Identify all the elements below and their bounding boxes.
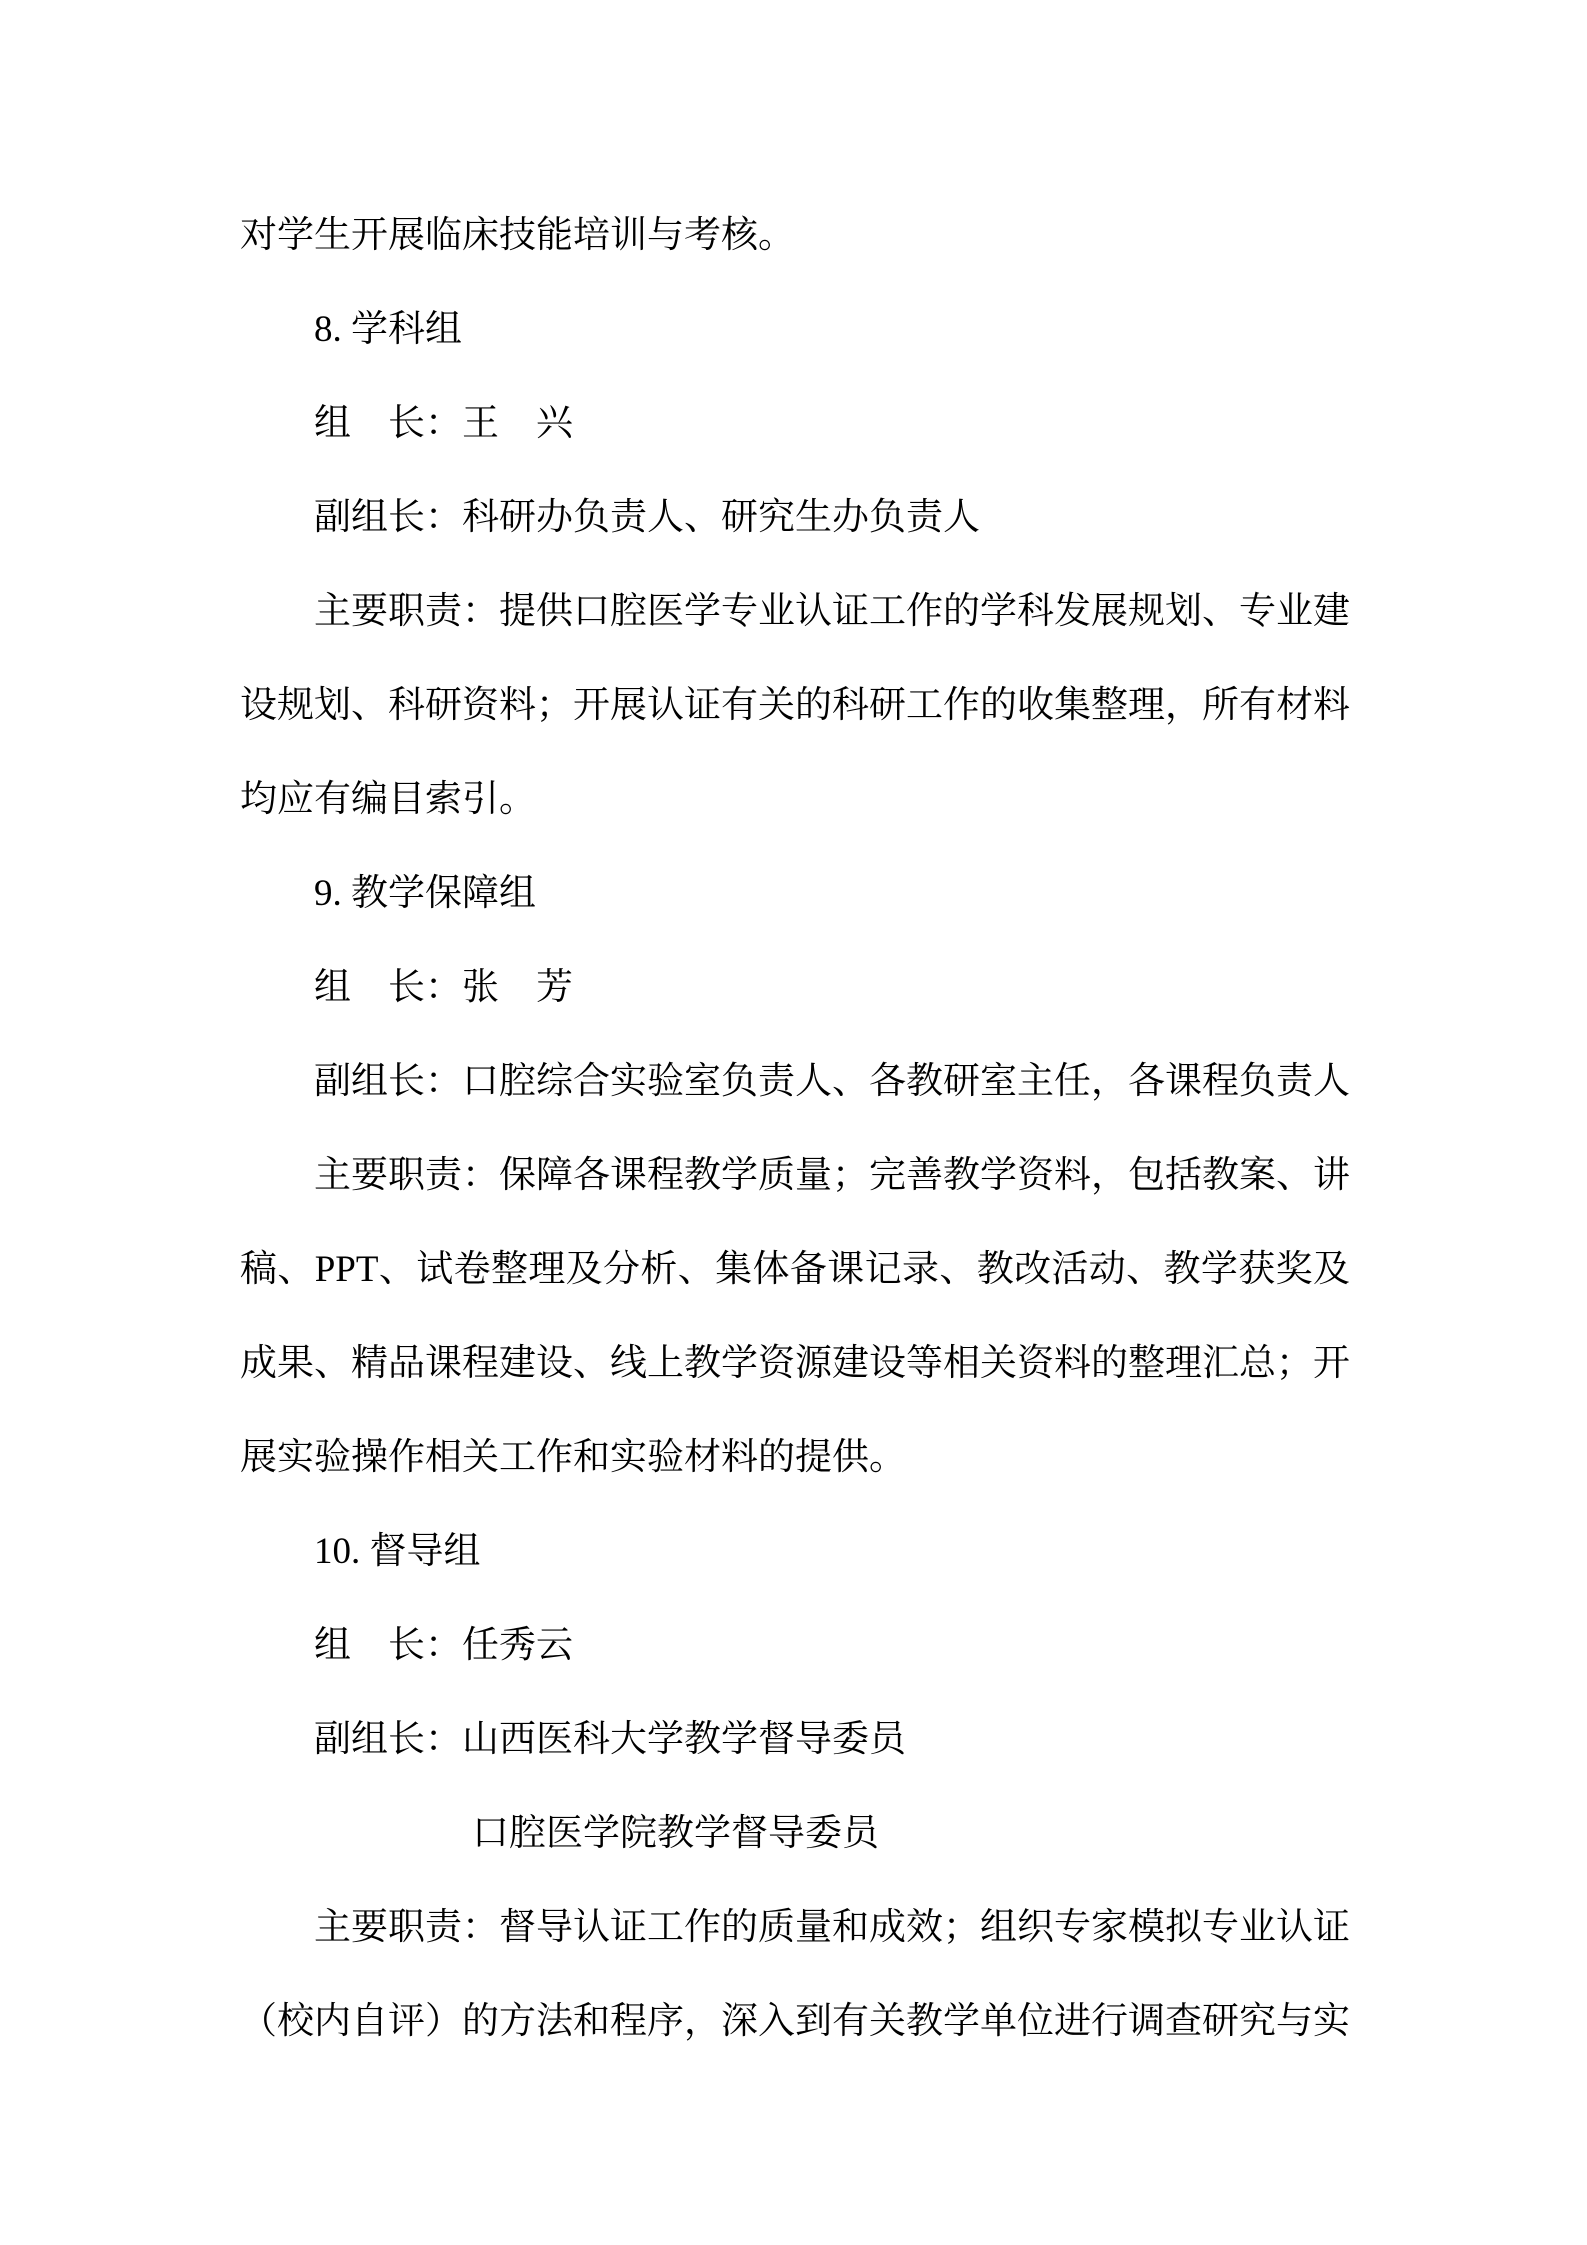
text-line: 主要职责：提供口腔医学专业认证工作的学科发展规划、专业建 xyxy=(314,591,1350,632)
text-line: 10. 督导组 xyxy=(314,1531,481,1572)
text-line: 副组长：山西医科大学教学督导委员 xyxy=(314,1719,906,1760)
text-line: 均应有编目索引。 xyxy=(240,779,536,820)
text-line: 组 长：张 芳 xyxy=(314,967,573,1008)
text-line: 口腔医学院教学督导委员 xyxy=(472,1813,879,1854)
text-line: 稿、PPT、试卷整理及分析、集体备课记录、教改活动、教学获奖及 xyxy=(240,1249,1350,1290)
text-line: 主要职责：督导认证工作的质量和成效；组织专家模拟专业认证 xyxy=(314,1907,1350,1948)
text-line: 展实验操作相关工作和实验材料的提供。 xyxy=(240,1437,906,1478)
document-body xyxy=(240,189,1350,2069)
text-line: 对学生开展临床技能培训与考核。 xyxy=(240,215,795,256)
text-line: 组 长：王 兴 xyxy=(314,403,573,444)
text-line: 设规划、科研资料；开展认证有关的科研工作的收集整理，所有材料 xyxy=(240,685,1350,726)
text-line: 8. 学科组 xyxy=(314,309,462,350)
text-line: 副组长：口腔综合实验室负责人、各教研室主任，各课程负责人 xyxy=(314,1061,1350,1102)
text-line: 成果、精品课程建设、线上教学资源建设等相关资料的整理汇总；开 xyxy=(240,1343,1350,1384)
text-line: （校内自评）的方法和程序，深入到有关教学单位进行调查研究与实 xyxy=(240,2001,1350,2042)
text-line: 9. 教学保障组 xyxy=(314,873,536,914)
text-line: 组 长：任秀云 xyxy=(314,1625,573,1666)
text-line: 副组长：科研办负责人、研究生办负责人 xyxy=(314,497,980,538)
text-line: 主要职责：保障各课程教学质量；完善教学资料，包括教案、讲 xyxy=(314,1155,1350,1196)
